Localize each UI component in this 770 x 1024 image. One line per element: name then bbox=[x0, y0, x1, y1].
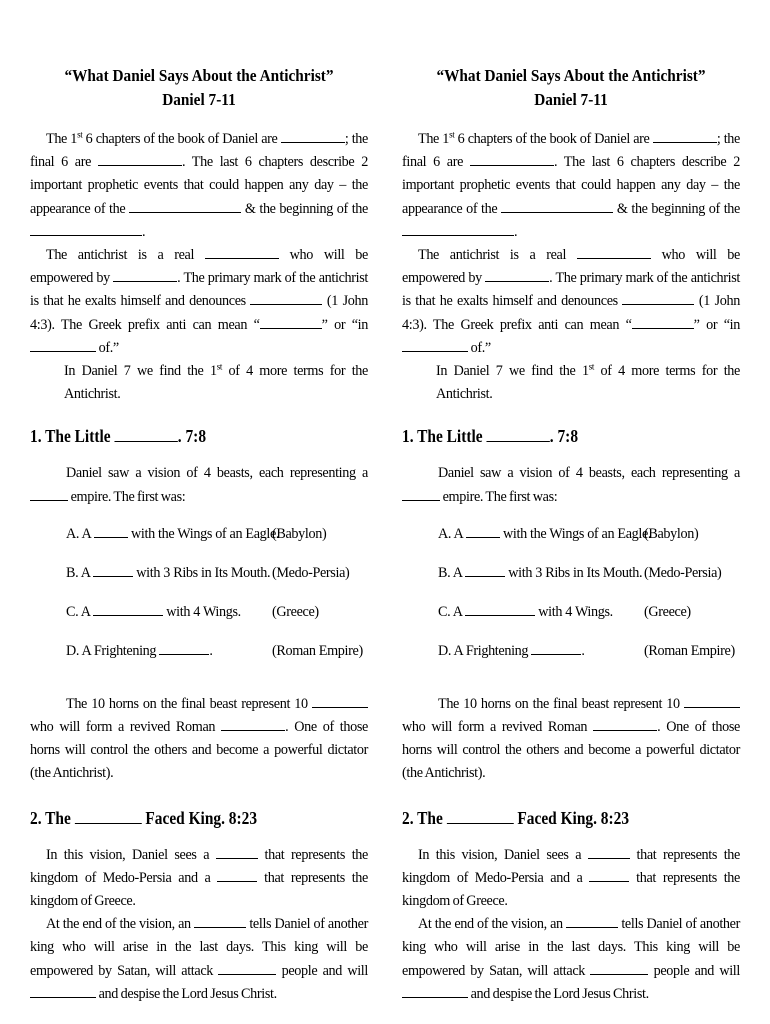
section2-paragraph-2: At the end of the vision, an tells Daniel of another king who will arise in the last days. This king will be empowered by Satan, will attack people and will and despise the Lord Jesus Christ. bbox=[402, 913, 740, 1006]
worksheet-column-right bbox=[402, 64, 740, 1006]
blank[interactable] bbox=[98, 151, 182, 166]
horns-paragraph: The 10 horns on the final beast represent 10 who will form a revived Roman . One of those horns will control the others and become a powerful dictator (the Antichrist). bbox=[30, 693, 368, 786]
blank[interactable] bbox=[590, 960, 648, 975]
beast-option-empire: (Roman Empire) bbox=[644, 642, 735, 659]
blank[interactable] bbox=[30, 337, 96, 352]
section1-paragraph: Daniel saw a vision of 4 beasts, each representing a empire. The first was: bbox=[30, 462, 368, 508]
intro-paragraph-2: The antichrist is a real who will be empowered by . The primary mark of the antichrist is that he exalts himself and denounces (1 John 4:3). The Greek prefix anti can mean “ ” or “in of.” bbox=[402, 244, 740, 360]
beast-option bbox=[402, 601, 740, 624]
section1-heading: 1. The Little . 7:8 bbox=[30, 426, 207, 447]
section2-heading: 2. The Faced King. 8:23 bbox=[30, 807, 258, 828]
blank[interactable] bbox=[531, 640, 581, 655]
beast-options bbox=[402, 523, 740, 663]
blank[interactable] bbox=[312, 693, 368, 708]
blank[interactable] bbox=[566, 913, 618, 928]
blank[interactable] bbox=[466, 523, 500, 538]
blank[interactable] bbox=[402, 337, 468, 352]
blank[interactable] bbox=[622, 290, 694, 305]
beast-option bbox=[30, 640, 368, 663]
worksheet-column-left bbox=[30, 64, 368, 1006]
blank[interactable] bbox=[129, 198, 241, 213]
blank[interactable] bbox=[93, 562, 133, 577]
blank[interactable] bbox=[30, 221, 142, 236]
beast-option-text: C. A with 4 Wings. bbox=[438, 601, 613, 624]
blank[interactable] bbox=[653, 128, 717, 143]
beast-option-empire: (Roman Empire) bbox=[272, 642, 363, 659]
section2-paragraph-1: In this vision, Daniel sees a that represents the kingdom of Medo-Persia and a that represents the kingdom of Greece. bbox=[402, 844, 740, 914]
blank[interactable] bbox=[485, 267, 549, 282]
beast-option bbox=[402, 562, 740, 585]
blank[interactable] bbox=[260, 314, 322, 329]
blank[interactable] bbox=[589, 867, 629, 882]
beast-option-empire: (Babylon) bbox=[644, 525, 699, 542]
blank[interactable] bbox=[470, 151, 554, 166]
beast-option-empire: (Babylon) bbox=[272, 525, 327, 542]
blank[interactable] bbox=[93, 601, 163, 616]
beast-option-text: D. A Frightening . bbox=[66, 640, 213, 663]
beast-option-empire: (Greece) bbox=[644, 603, 691, 620]
blank[interactable] bbox=[114, 427, 177, 442]
beast-option-text: D. A Frightening . bbox=[438, 640, 585, 663]
beast-option-empire: (Medo-Persia) bbox=[272, 564, 350, 581]
blank[interactable] bbox=[194, 913, 246, 928]
blank[interactable] bbox=[465, 601, 535, 616]
horns-paragraph: The 10 horns on the final beast represent 10 who will form a revived Roman . One of those horns will control the others and become a powerful dictator (the Antichrist). bbox=[402, 693, 740, 786]
blank[interactable] bbox=[465, 562, 505, 577]
intro-paragraph-1: The 1st 6 chapters of the book of Daniel are ; the final 6 are . The last 6 chapters describe 2 important prophetic events that could happen any day – the appearance of the & the beginning of the . bbox=[30, 129, 369, 240]
beast-option bbox=[30, 562, 368, 585]
section1-paragraph: Daniel saw a vision of 4 beasts, each representing a empire. The first was: bbox=[402, 462, 740, 508]
intro-paragraph-1: The 1st 6 chapters of the book of Daniel are ; the final 6 are . The last 6 chapters describe 2 important prophetic events that could happen any day – the appearance of the & the beginning of the . bbox=[402, 129, 741, 240]
intro-paragraph-3: In Daniel 7 we find the 1st of 4 more terms for the Antichrist. bbox=[64, 361, 368, 403]
beast-option-text: B. A with 3 Ribs in Its Mouth. bbox=[438, 562, 642, 585]
blank[interactable] bbox=[159, 640, 209, 655]
section2-heading: 2. The Faced King. 8:23 bbox=[402, 807, 630, 828]
blank[interactable] bbox=[593, 716, 657, 731]
beast-option bbox=[402, 640, 740, 663]
blank[interactable] bbox=[218, 960, 276, 975]
beast-option-text: A. A with the Wings of an Eagle. bbox=[66, 523, 279, 546]
blank[interactable] bbox=[684, 693, 740, 708]
blank[interactable] bbox=[577, 244, 651, 259]
title-line1: “What Daniel Says About the Antichrist” bbox=[64, 66, 334, 85]
beast-option bbox=[30, 601, 368, 624]
beast-option-text: B. A with 3 Ribs in Its Mouth. bbox=[66, 562, 270, 585]
section1-heading: 1. The Little . 7:8 bbox=[402, 426, 579, 447]
blank[interactable] bbox=[217, 867, 257, 882]
blank[interactable] bbox=[281, 128, 345, 143]
blank[interactable] bbox=[632, 314, 694, 329]
blank[interactable] bbox=[402, 983, 468, 998]
blank[interactable] bbox=[501, 198, 613, 213]
title-block bbox=[402, 64, 740, 112]
beast-option-text: C. A with 4 Wings. bbox=[66, 601, 241, 624]
section2-paragraph-2: At the end of the vision, an tells Daniel of another king who will arise in the last days. This king will be empowered by Satan, will attack people and will and despise the Lord Jesus Christ. bbox=[30, 913, 368, 1006]
intro-paragraph-2: The antichrist is a real who will be empowered by . The primary mark of the antichrist is that he exalts himself and denounces (1 John 4:3). The Greek prefix anti can mean “ ” or “in of.” bbox=[30, 244, 368, 360]
beast-options bbox=[30, 523, 368, 663]
blank[interactable] bbox=[30, 983, 96, 998]
blank[interactable] bbox=[486, 427, 549, 442]
blank[interactable] bbox=[402, 221, 514, 236]
beast-option-empire: (Medo-Persia) bbox=[644, 564, 722, 581]
blank[interactable] bbox=[30, 486, 68, 501]
blank[interactable] bbox=[447, 809, 514, 824]
section2-paragraph-1: In this vision, Daniel sees a that represents the kingdom of Medo-Persia and a that represents the kingdom of Greece. bbox=[30, 844, 368, 914]
title-line1: “What Daniel Says About the Antichrist” bbox=[436, 66, 706, 85]
beast-option bbox=[30, 523, 368, 546]
blank[interactable] bbox=[94, 523, 128, 538]
blank[interactable] bbox=[588, 844, 630, 859]
title-line2: Daniel 7-11 bbox=[162, 90, 236, 109]
beast-option-text: A. A with the Wings of an Eagle. bbox=[438, 523, 651, 546]
blank[interactable] bbox=[216, 844, 258, 859]
intro-paragraph-3: In Daniel 7 we find the 1st of 4 more terms for the Antichrist. bbox=[436, 361, 740, 403]
title-block bbox=[30, 64, 368, 112]
beast-option-empire: (Greece) bbox=[272, 603, 319, 620]
blank[interactable] bbox=[402, 486, 440, 501]
blank[interactable] bbox=[75, 809, 142, 824]
beast-option bbox=[402, 523, 740, 546]
title-line2: Daniel 7-11 bbox=[534, 90, 608, 109]
blank[interactable] bbox=[221, 716, 285, 731]
blank[interactable] bbox=[113, 267, 177, 282]
blank[interactable] bbox=[250, 290, 322, 305]
blank[interactable] bbox=[205, 244, 279, 259]
